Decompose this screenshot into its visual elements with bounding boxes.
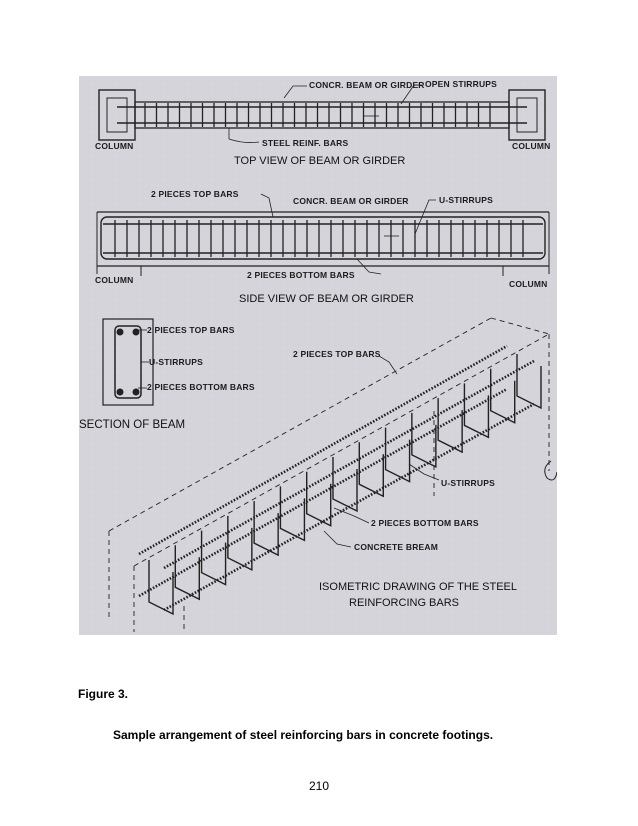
side-view-column-right-label: COLUMN xyxy=(509,279,548,289)
top-view-beam-label: CONCR. BEAM OR GIRDER xyxy=(309,80,425,90)
iso-beam-label: CONCRETE BREAM xyxy=(354,542,439,552)
side-view-bottom-bars-label: 2 PIECES BOTTOM BARS xyxy=(247,270,355,280)
side-view-top-bars-label: 2 PIECES TOP BARS xyxy=(151,189,239,199)
top-view-column-right-label: COLUMN xyxy=(512,141,551,151)
iso-stirrups-label: U-STIRRUPS xyxy=(441,478,495,488)
top-view-column-left-label: COLUMN xyxy=(95,141,134,151)
section-top-bars-label: 2 PIECES TOP BARS xyxy=(147,325,235,335)
iso-top-bars-label: 2 PIECES TOP BARS xyxy=(293,349,381,359)
figure-drawing xyxy=(79,76,557,635)
section-stirrups-label: U-STIRRUPS xyxy=(149,357,203,367)
page-number: 210 xyxy=(308,779,330,793)
figure-caption-label: Figure 3. xyxy=(78,687,129,701)
iso-bottom-bars-label: 2 PIECES BOTTOM BARS xyxy=(371,518,479,528)
iso-title-line2: REINFORCING BARS xyxy=(349,597,460,609)
side-view-beam-label: CONCR. BEAM OR GIRDER xyxy=(293,196,409,206)
iso-title-line1: ISOMETRIC DRAWING OF THE STEEL xyxy=(319,581,518,593)
side-view-column-left-label: COLUMN xyxy=(95,275,134,285)
side-view-title: SIDE VIEW OF BEAM OR GIRDER xyxy=(239,293,414,305)
section-bottom-bars-label: 2 PIECES BOTTOM BARS xyxy=(147,382,255,392)
top-view-bars-label: STEEL REINF. BARS xyxy=(262,138,349,148)
top-view-stirrups-label: OPEN STIRRUPS xyxy=(425,79,498,89)
top-view-title: TOP VIEW OF BEAM OR GIRDER xyxy=(234,155,406,167)
figure-caption-text: Sample arrangement of steel reinforcing bars in concrete footings. xyxy=(113,728,494,742)
side-view-stirrups-label: U-STIRRUPS xyxy=(439,195,493,205)
section-title: SECTION OF BEAM xyxy=(79,419,186,431)
